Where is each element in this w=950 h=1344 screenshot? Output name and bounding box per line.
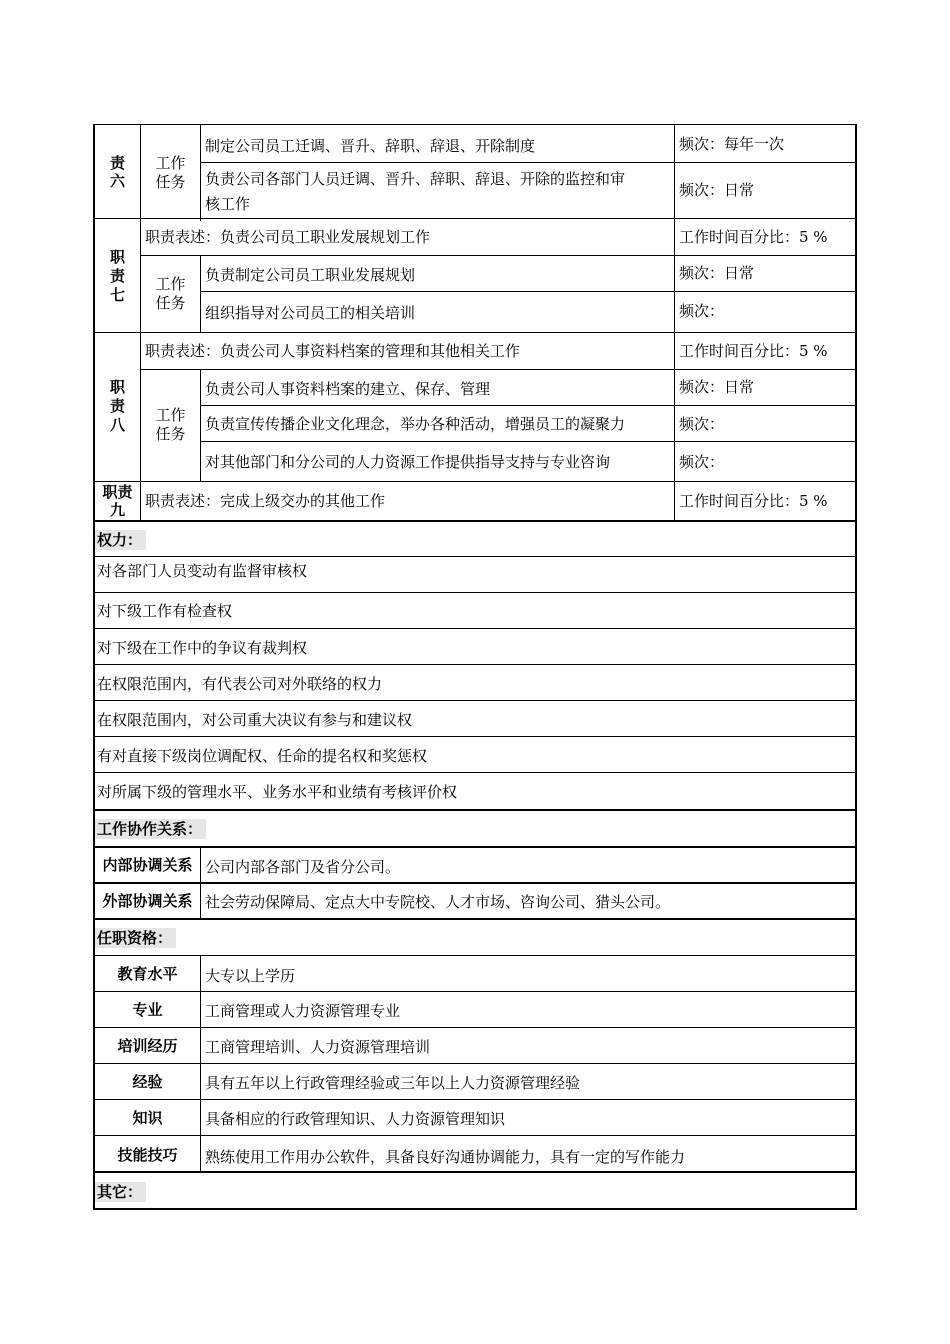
duty-7-task-2: 组织指导对公司员工的相关培训 — [205, 304, 416, 322]
training-value: 工商管理培训、人力资源管理培训 — [205, 1038, 431, 1056]
internal-coordination-value: 公司内部各部门及省分公司。 — [205, 858, 401, 876]
duty-8-percentage: 工作时间百分比：5 % — [679, 342, 828, 360]
duty-7-task-label: 工作 任务 — [155, 275, 186, 312]
duty-6-label: 责 六 — [109, 154, 125, 190]
duty-7-label: 职 责 七 — [109, 248, 125, 304]
skills-label: 技能技巧 — [117, 1146, 178, 1164]
duty-8-task-1-freq: 频次：日常 — [679, 378, 755, 396]
duty-8-label: 职 责 八 — [109, 378, 125, 434]
other-section-title: 其它： — [95, 1182, 146, 1202]
duty-8-task-2-freq: 频次： — [679, 415, 725, 433]
cooperation-section-title: 工作协作关系： — [95, 819, 206, 839]
internal-coordination-label: 内部协调关系 — [102, 856, 193, 874]
education-label: 教育水平 — [117, 965, 178, 983]
powers-section-title: 权力： — [95, 530, 146, 550]
duty-7-task-2-freq: 频次： — [679, 302, 725, 320]
duty-7-percentage: 工作时间百分比：5 % — [679, 228, 828, 246]
power-item-5: 在权限范围内，对公司重大决议有参与和建议权 — [97, 711, 413, 729]
duty-8-task-2: 负责宣传传播企业文化理念，举办各种活动，增强员工的凝聚力 — [205, 415, 626, 433]
duty-6-task-1-freq: 频次：每年一次 — [679, 135, 785, 153]
duty-6-task-2-line-2: 核工作 — [205, 195, 251, 213]
power-item-1: 对各部门人员变动有监督审核权 — [97, 562, 308, 580]
qualifications-section-title: 任职资格： — [95, 928, 176, 948]
power-item-6: 有对直接下级岗位调配权、任命的提名权和奖惩权 — [97, 747, 428, 765]
duty-9-percentage: 工作时间百分比：5 % — [679, 492, 828, 510]
duty-7-statement: 职责表述：负责公司员工职业发展规划工作 — [145, 228, 431, 246]
training-label: 培训经历 — [117, 1037, 178, 1055]
duty-9-statement: 职责表述：完成上级交办的其他工作 — [145, 492, 386, 510]
power-item-3: 对下级在工作中的争议有裁判权 — [97, 639, 308, 657]
duty-9-label: 职责 九 — [102, 483, 133, 519]
duty-8-task-3-freq: 频次： — [679, 453, 725, 471]
power-item-2: 对下级工作有检查权 — [97, 602, 233, 620]
duty-6-task-2-line-1: 负责公司各部门人员迁调、晋升、辞职、辞退、开除的监控和审 — [205, 170, 626, 188]
experience-value: 具有五年以上行政管理经验或三年以上人力资源管理经验 — [205, 1074, 581, 1092]
duty-7-task-1: 负责制定公司员工职业发展规划 — [205, 266, 416, 284]
experience-label: 经验 — [132, 1073, 163, 1091]
duty-8-statement: 职责表述：负责公司人事资料档案的管理和其他相关工作 — [145, 342, 521, 360]
power-item-4: 在权限范围内，有代表公司对外联络的权力 — [97, 675, 383, 693]
major-label: 专业 — [132, 1001, 163, 1019]
major-value: 工商管理或人力资源管理专业 — [205, 1002, 401, 1020]
external-coordination-value: 社会劳动保障局、定点大中专院校、人才市场、咨询公司、猎头公司。 — [205, 893, 671, 911]
duty-6-task-2-freq: 频次：日常 — [679, 181, 755, 199]
external-coordination-label: 外部协调关系 — [102, 892, 193, 910]
knowledge-value: 具备相应的行政管理知识、人力资源管理知识 — [205, 1110, 506, 1128]
duty-6-task-label: 工作 任务 — [155, 154, 186, 191]
knowledge-label: 知识 — [132, 1109, 163, 1127]
duty-6-task-1: 制定公司员工迁调、晋升、辞职、辞退、开除制度 — [205, 137, 536, 155]
duty-8-task-1: 负责公司人事资料档案的建立、保存、管理 — [205, 380, 491, 398]
skills-value: 熟练使用工作用办公软件，具备良好沟通协调能力，具有一定的写作能力 — [205, 1148, 686, 1166]
duty-8-task-label: 工作 任务 — [155, 406, 186, 443]
education-value: 大专以上学历 — [205, 967, 296, 985]
duty-7-task-1-freq: 频次：日常 — [679, 264, 755, 282]
duty-8-task-3: 对其他部门和分公司的人力资源工作提供指导支持与专业咨询 — [205, 453, 611, 471]
power-item-7: 对所属下级的管理水平、业务水平和业绩有考核评价权 — [97, 783, 458, 801]
